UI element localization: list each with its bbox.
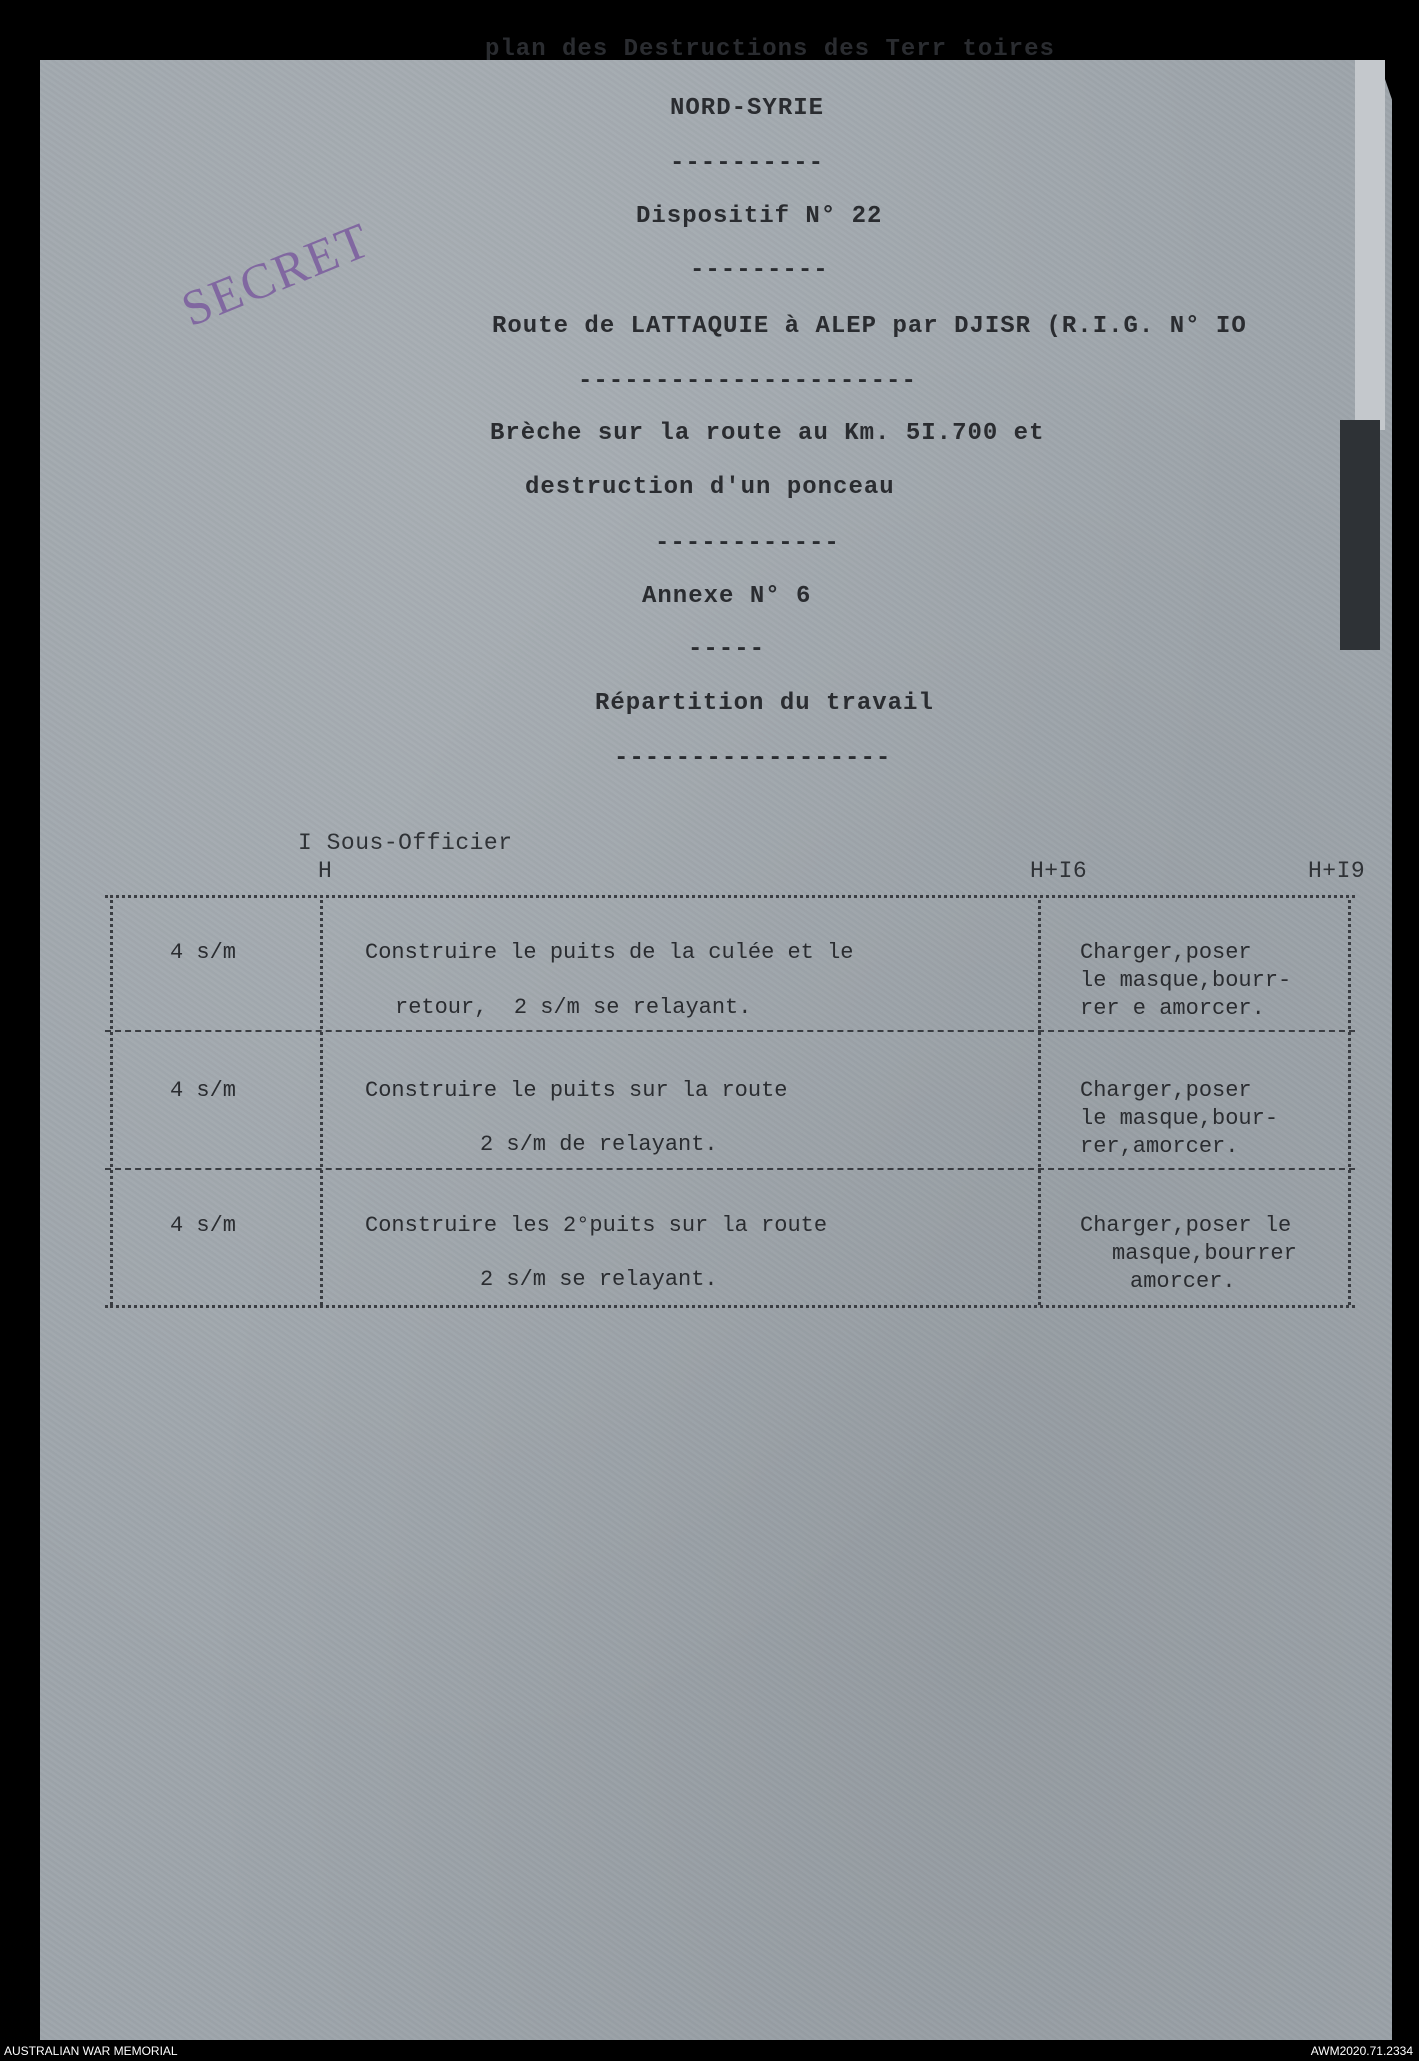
- row1-travail-line1: Construire le puits de la culée et le: [365, 940, 854, 965]
- separator: ------------: [655, 530, 840, 557]
- row2-effectif: 4 s/m: [170, 1078, 237, 1103]
- route-line: Route de LATTAQUIE à ALEP par DJISR (R.I.G. N° IO: [492, 313, 1247, 340]
- breche-line2: destruction d'un ponceau: [525, 474, 895, 501]
- separator: ----------------------: [578, 368, 917, 395]
- paper-edge-shadow: [1340, 420, 1380, 650]
- row1-suite-line1: Charger,poser: [1080, 940, 1252, 965]
- row1-effectif: 4 s/m: [170, 940, 237, 965]
- archive-footer: [0, 2041, 1419, 2061]
- sous-officier-label: I Sous-Officier: [298, 830, 513, 856]
- document-title-line1: plan des Destructions des Terr toires: [485, 36, 1055, 63]
- column-label-h19: H+I9: [1308, 858, 1366, 884]
- table-bottom-rule: [105, 1305, 1355, 1308]
- document-sheet: [40, 60, 1392, 2040]
- footer-reference: AWM2020.71.2334: [1310, 2044, 1413, 2058]
- table-row-divider: [105, 1030, 1355, 1032]
- table-top-rule: [105, 895, 1355, 898]
- secret-stamp: SECRET: [173, 210, 379, 338]
- separator: ----------: [670, 150, 825, 177]
- row1-suite-line3: rer e amorcer.: [1080, 996, 1265, 1021]
- row3-effectif: 4 s/m: [170, 1213, 237, 1238]
- column-label-h: H: [318, 858, 333, 884]
- row2-travail-line1: Construire le puits sur la route: [365, 1078, 788, 1103]
- row3-suite-line3: amorcer.: [1130, 1269, 1236, 1294]
- breche-line1: Brèche sur la route au Km. 5I.700 et: [490, 420, 1045, 447]
- table-column-line: [320, 900, 323, 1305]
- dispositif-number: Dispositif N° 22: [636, 203, 883, 230]
- separator: ---------: [690, 257, 829, 284]
- footer-institution: AUSTRALIAN WAR MEMORIAL: [4, 2044, 178, 2058]
- row3-suite-line2: masque,bourrer: [1112, 1241, 1297, 1266]
- annexe-number: Annexe N° 6: [642, 583, 812, 610]
- table-column-line: [1038, 900, 1041, 1305]
- row3-travail-line2: 2 s/m se relayant.: [480, 1267, 718, 1292]
- document-title-region: NORD-SYRIE: [670, 95, 825, 122]
- separator: -----: [688, 636, 766, 663]
- paper-edge-fold: [1355, 60, 1385, 430]
- column-label-h16: H+I6: [1030, 858, 1088, 884]
- row3-travail-line1: Construire les 2°puits sur la route: [365, 1213, 828, 1238]
- separator: ------------------: [614, 745, 892, 772]
- table-row-divider: [105, 1168, 1355, 1170]
- row2-suite-line2: le masque,bour-: [1080, 1106, 1279, 1131]
- table-column-line: [110, 900, 113, 1305]
- row2-suite-line1: Charger,poser: [1080, 1078, 1252, 1103]
- repartition-heading: Répartition du travail: [595, 690, 934, 717]
- row2-suite-line3: rer,amorcer.: [1080, 1134, 1239, 1159]
- table-column-line: [1348, 900, 1351, 1305]
- row3-suite-line1: Charger,poser le: [1080, 1213, 1292, 1238]
- row1-travail-line2: retour, 2 s/m se relayant.: [395, 995, 752, 1020]
- row1-suite-line2: le masque,bourr-: [1080, 968, 1292, 993]
- row2-travail-line2: 2 s/m de relayant.: [480, 1132, 718, 1157]
